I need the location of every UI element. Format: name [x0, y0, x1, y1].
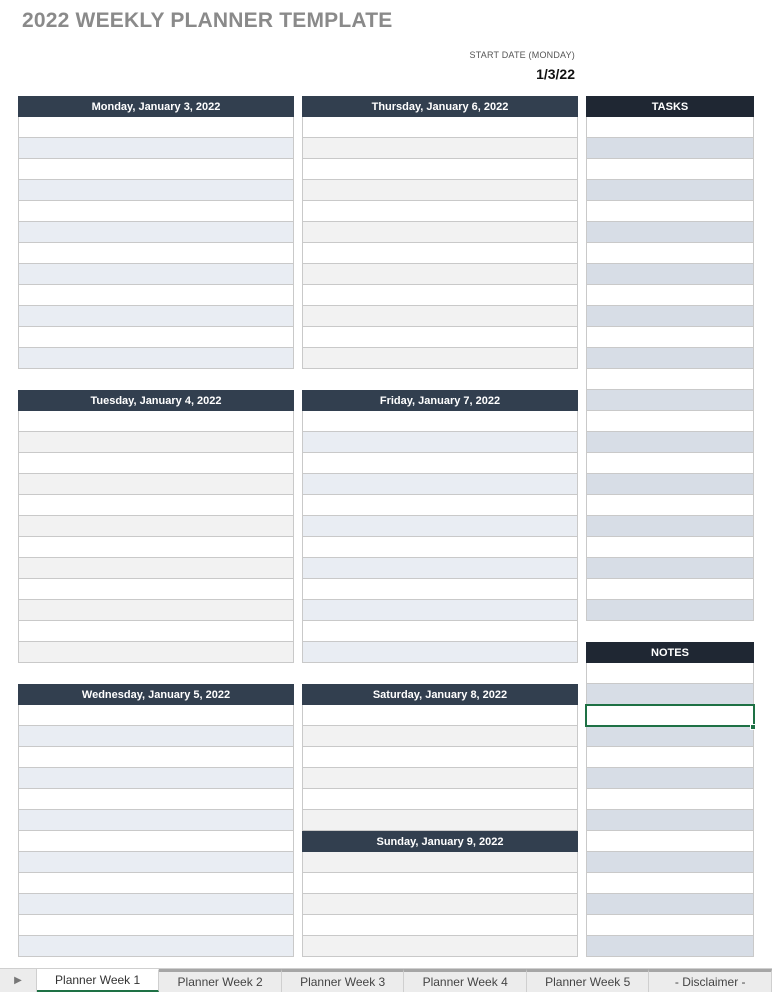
planner-row[interactable] — [587, 537, 753, 558]
planner-row[interactable] — [19, 558, 293, 579]
planner-row[interactable] — [587, 852, 753, 873]
planner-row[interactable] — [19, 306, 293, 327]
planner-row[interactable] — [303, 600, 577, 621]
planner-row[interactable] — [303, 117, 577, 138]
planner-row[interactable] — [19, 831, 293, 852]
notes-block — [586, 642, 754, 957]
tuesday-rows[interactable] — [18, 411, 294, 663]
monday-rows[interactable] — [18, 117, 294, 369]
planner-row[interactable] — [19, 117, 293, 138]
planner-row[interactable] — [587, 180, 753, 201]
planner-row[interactable] — [303, 726, 577, 747]
planner-row[interactable] — [19, 453, 293, 474]
tasks-block — [586, 96, 754, 621]
planner-row[interactable] — [303, 327, 577, 348]
planner-row[interactable] — [303, 789, 577, 810]
planner-row[interactable] — [19, 495, 293, 516]
planner-row[interactable] — [303, 852, 577, 873]
planner-row[interactable] — [303, 201, 577, 222]
planner-row[interactable] — [19, 264, 293, 285]
planner-row[interactable] — [19, 768, 293, 789]
planner-row[interactable] — [587, 117, 753, 138]
planner-row[interactable] — [303, 180, 577, 201]
planner-row[interactable] — [587, 894, 753, 915]
tasks-header: TASKS — [586, 96, 754, 117]
planner-row[interactable] — [587, 453, 753, 474]
planner-row[interactable] — [303, 495, 577, 516]
planner-row[interactable] — [587, 831, 753, 852]
planner-row[interactable] — [587, 516, 753, 537]
planner-row[interactable] — [587, 726, 753, 747]
planner-row[interactable] — [19, 348, 293, 369]
planner-row[interactable] — [587, 327, 753, 348]
page-title: 2022 WEEKLY PLANNER TEMPLATE — [22, 9, 393, 32]
planner-row[interactable] — [587, 285, 753, 306]
planner-row[interactable] — [303, 516, 577, 537]
planner-row[interactable] — [19, 579, 293, 600]
planner-row[interactable] — [19, 642, 293, 663]
planner-row[interactable] — [19, 894, 293, 915]
sheet-tab-bar — [0, 968, 772, 992]
planner-row[interactable] — [587, 264, 753, 285]
planner-row[interactable] — [19, 285, 293, 306]
planner-row[interactable] — [19, 411, 293, 432]
wednesday-header: Wednesday, January 5, 2022 — [18, 684, 294, 705]
planner-row[interactable] — [587, 369, 753, 390]
planner-row[interactable] — [19, 180, 293, 201]
sunday-rows[interactable] — [302, 852, 578, 957]
planner-row[interactable] — [19, 474, 293, 495]
planner-row[interactable] — [19, 747, 293, 768]
notes-header: NOTES — [586, 642, 754, 663]
planner-row[interactable] — [19, 621, 293, 642]
planner-row[interactable] — [587, 432, 753, 453]
planner-row[interactable] — [587, 306, 753, 327]
planner-row[interactable] — [587, 495, 753, 516]
planner-row[interactable] — [587, 159, 753, 180]
planner-row[interactable] — [303, 285, 577, 306]
planner-row[interactable] — [303, 348, 577, 369]
planner-row[interactable] — [587, 600, 753, 621]
sheet-tab-planner-week-2[interactable]: Planner Week 2 — [159, 969, 282, 992]
thursday-rows[interactable] — [302, 117, 578, 369]
planner-row[interactable] — [303, 474, 577, 495]
planner-row[interactable] — [303, 894, 577, 915]
sheet-tab-planner-week-1[interactable]: Planner Week 1 — [37, 969, 160, 992]
planner-row[interactable] — [587, 138, 753, 159]
friday-block — [302, 390, 578, 663]
planner-row[interactable] — [587, 579, 753, 600]
planner-row[interactable] — [19, 915, 293, 936]
planner-row[interactable] — [303, 810, 577, 831]
planner-row[interactable] — [303, 621, 577, 642]
planner-row[interactable] — [587, 348, 753, 369]
planner-row[interactable] — [19, 159, 293, 180]
saturday-rows[interactable] — [302, 705, 578, 831]
sheet-tab-planner-week-4[interactable]: Planner Week 4 — [404, 969, 527, 992]
planner-row[interactable] — [303, 453, 577, 474]
planner-row[interactable] — [303, 432, 577, 453]
planner-row[interactable] — [303, 642, 577, 663]
planner-row[interactable] — [587, 768, 753, 789]
friday-rows[interactable] — [302, 411, 578, 663]
planner-row[interactable] — [303, 243, 577, 264]
wednesday-block — [18, 684, 294, 957]
planner-row[interactable] — [19, 222, 293, 243]
planner-row[interactable] — [587, 390, 753, 411]
wednesday-rows[interactable] — [18, 705, 294, 957]
fill-handle[interactable] — [750, 724, 756, 730]
thursday-block — [302, 96, 578, 369]
start-date-label: START DATE (MONDAY) — [469, 50, 575, 60]
planner-row[interactable] — [19, 873, 293, 894]
planner-row[interactable] — [19, 243, 293, 264]
planner-row[interactable] — [303, 306, 577, 327]
planner-row[interactable] — [303, 915, 577, 936]
planner-row[interactable] — [303, 411, 577, 432]
sheet-tab-planner-week-5[interactable]: Planner Week 5 — [527, 969, 650, 992]
planner-row[interactable] — [587, 243, 753, 264]
planner-row[interactable] — [303, 558, 577, 579]
planner-row[interactable] — [587, 411, 753, 432]
sheet-tab-disclaimer[interactable]: - Disclaimer - — [649, 969, 772, 992]
thursday-header: Thursday, January 6, 2022 — [302, 96, 578, 117]
planner-row[interactable] — [587, 936, 753, 957]
planner-row[interactable] — [19, 705, 293, 726]
saturday-block — [302, 684, 578, 831]
planner-row[interactable] — [19, 852, 293, 873]
play-triangle-icon[interactable]: ▶ — [0, 969, 37, 992]
planner-row[interactable] — [19, 936, 293, 957]
planner-row[interactable] — [587, 810, 753, 831]
planner-row[interactable] — [587, 558, 753, 579]
monday-header: Monday, January 3, 2022 — [18, 96, 294, 117]
tasks-rows[interactable] — [586, 117, 754, 621]
planner-row[interactable] — [587, 873, 753, 894]
start-date-value[interactable]: 1/3/22 — [536, 66, 575, 82]
sunday-block — [302, 831, 578, 957]
planner-row[interactable] — [587, 201, 753, 222]
planner-row[interactable] — [303, 873, 577, 894]
friday-header: Friday, January 7, 2022 — [302, 390, 578, 411]
planner-row[interactable] — [303, 138, 577, 159]
planner-row[interactable] — [303, 705, 577, 726]
saturday-header: Saturday, January 8, 2022 — [302, 684, 578, 705]
planner-row[interactable] — [303, 264, 577, 285]
planner-row[interactable] — [303, 747, 577, 768]
tuesday-header: Tuesday, January 4, 2022 — [18, 390, 294, 411]
planner-row[interactable] — [587, 684, 753, 705]
planner-row[interactable] — [19, 537, 293, 558]
planner-row[interactable] — [303, 159, 577, 180]
planner-row[interactable] — [303, 537, 577, 558]
planner-row[interactable] — [19, 138, 293, 159]
planner-row[interactable] — [19, 327, 293, 348]
planner-row[interactable] — [303, 579, 577, 600]
planner-row[interactable] — [587, 747, 753, 768]
planner-row[interactable] — [303, 936, 577, 957]
planner-row[interactable] — [19, 600, 293, 621]
planner-row[interactable] — [19, 810, 293, 831]
planner-row[interactable] — [19, 516, 293, 537]
sunday-header: Sunday, January 9, 2022 — [302, 831, 578, 852]
planner-row[interactable] — [19, 726, 293, 747]
active-cell-selection[interactable] — [585, 704, 755, 727]
tuesday-block — [18, 390, 294, 663]
planner-row[interactable] — [587, 789, 753, 810]
planner-row[interactable] — [587, 474, 753, 495]
planner-row[interactable] — [19, 789, 293, 810]
planner-row[interactable] — [303, 222, 577, 243]
planner-row[interactable] — [587, 915, 753, 936]
planner-row[interactable] — [587, 663, 753, 684]
planner-row[interactable] — [19, 432, 293, 453]
planner-row[interactable] — [303, 768, 577, 789]
planner-row[interactable] — [587, 222, 753, 243]
monday-block — [18, 96, 294, 369]
planner-row[interactable] — [19, 201, 293, 222]
sheet-tab-planner-week-3[interactable]: Planner Week 3 — [282, 969, 405, 992]
